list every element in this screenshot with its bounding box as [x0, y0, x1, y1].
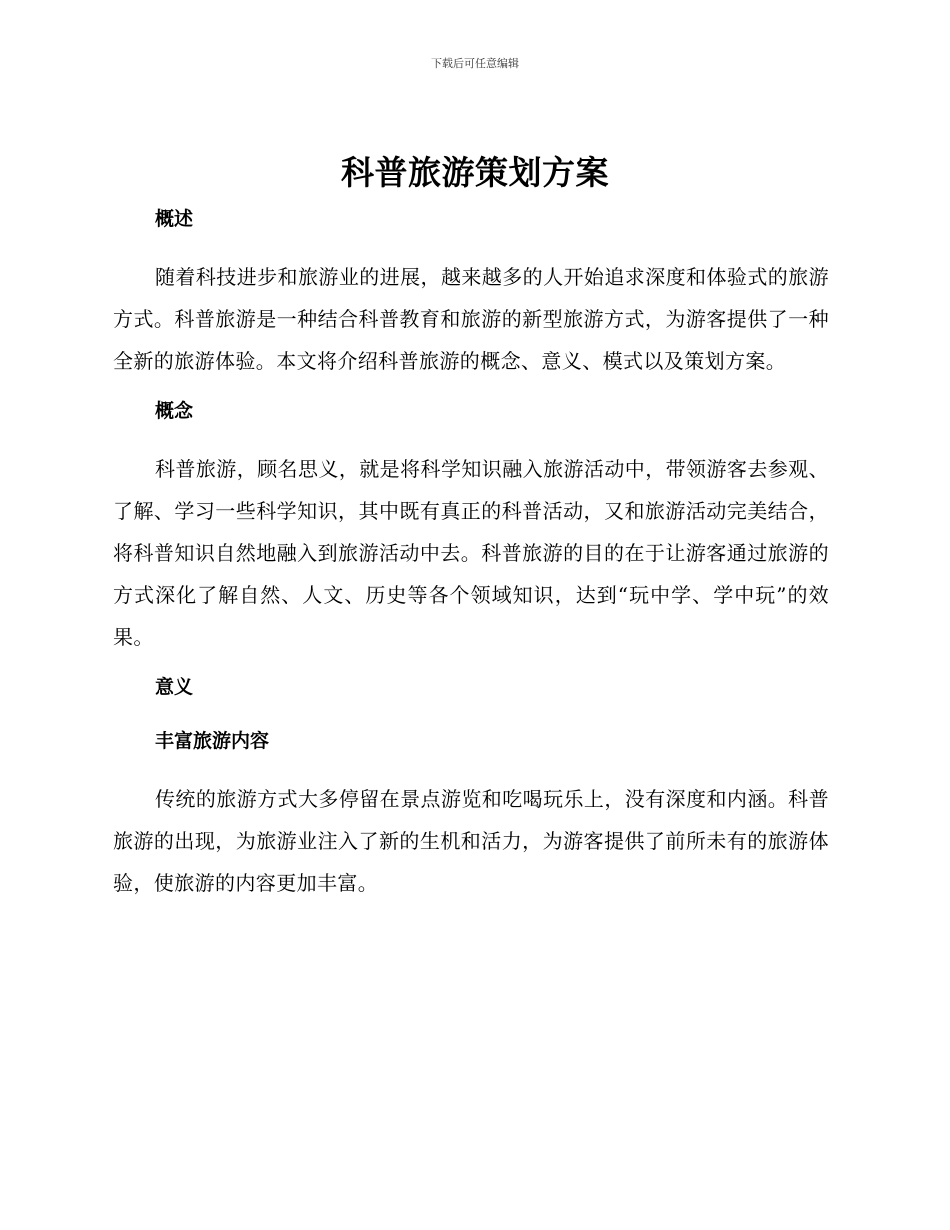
document-title: 科普旅游策划方案: [341, 153, 609, 192]
paragraph-concept: 科普旅游，顾名思义，就是将科学知识融入旅游活动中，带领游客去参观、了解、学习一些科学知识，其中既有真正的科普活动，又和旅游活动完美结合，将科普知识自然地融入到旅游活动中去。科普旅游的目的在于让游客通过旅游的方式深化了解自然、人文、历史等各个领域知识，达到“玩中学、学中玩”的效果。: [113, 457, 829, 649]
paragraph-overview: 随着科技进步和旅游业的进展，越来越多的人开始追求深度和体验式的旅游方式。科普旅游是一种结合科普教育和旅游的新型旅游方式，为游客提供了一种全新的旅游体验。本文将介绍科普旅游的概念、意义、模式以及策划方案。: [113, 265, 829, 373]
section-heading-significance: 意义: [155, 676, 194, 698]
header-note: 下载后可任意编辑: [431, 57, 519, 70]
section-heading-overview: 概述: [155, 208, 194, 230]
section-heading-concept: 概念: [155, 400, 194, 422]
document-body: [113, 202, 829, 904]
paragraph-enrich-content: 传统的旅游方式大多停留在景点游览和吃喝玩乐上，没有深度和内涵。科普旅游的出现，为旅游业注入了新的生机和活力，为游客提供了前所未有的旅游体验，使旅游的内容更加丰富。: [113, 787, 829, 895]
subsection-heading-enrich-content: 丰富旅游内容: [155, 730, 270, 752]
